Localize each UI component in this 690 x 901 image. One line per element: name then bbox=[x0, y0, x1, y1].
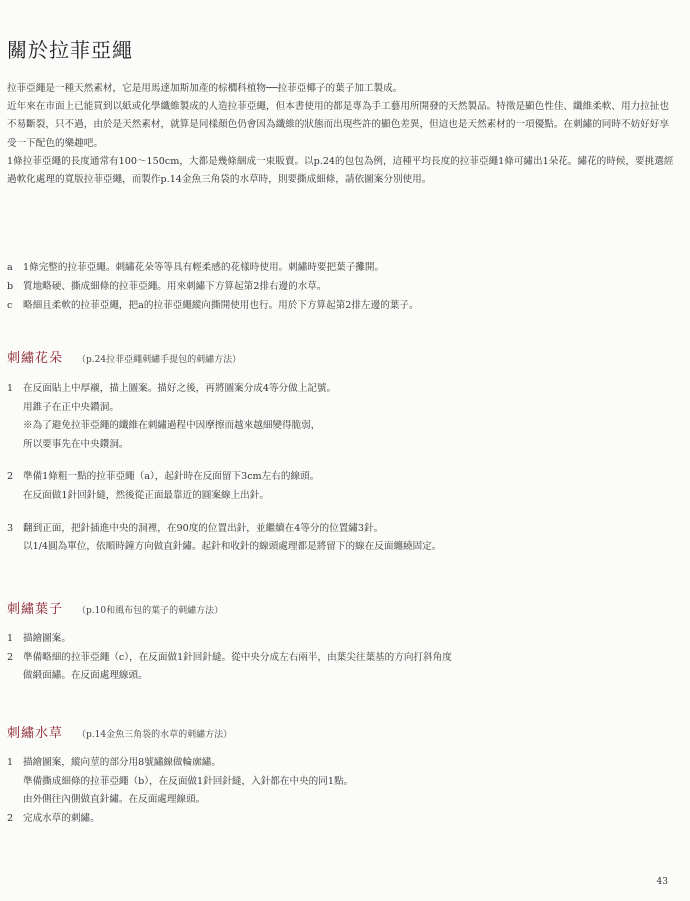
step bbox=[7, 630, 675, 649]
step-line: 所以要事先在中央鑽洞。 bbox=[23, 438, 129, 450]
step-line: 準備1條粗一點的拉菲亞繩（a），起針時在反面留下3cm左右的線頭。 bbox=[23, 471, 320, 483]
step-line: 用錐子在正中央鑽洞。 bbox=[23, 401, 119, 413]
step bbox=[7, 520, 675, 557]
step-number: 2 bbox=[7, 471, 14, 483]
section-title: 刺繡葉子 bbox=[7, 602, 64, 617]
material-item-b bbox=[7, 277, 675, 296]
step-line: 在反面貼上中厚襯，描上圖案。描好之後，再將圖案分成4等分做上記號。 bbox=[23, 383, 337, 394]
item-letter: c bbox=[7, 300, 13, 311]
step bbox=[7, 754, 675, 810]
step bbox=[7, 649, 675, 686]
step bbox=[7, 468, 675, 505]
page-title: 關於拉菲亞繩 bbox=[7, 38, 133, 62]
item-text: 1條完整的拉菲亞繩。刺繡花朵等等具有輕柔感的花樣時使用。刺繡時要把葉子攤開。 bbox=[23, 262, 385, 273]
section-subtitle: （p.10和風布包的葉子的刺繡方法） bbox=[77, 606, 224, 616]
item-text: 略細且柔軟的拉菲亞繩，把a的拉菲亞繩縱向撕開使用也行。用於下方算起第2排左邊的葉子。 bbox=[23, 300, 419, 311]
material-item-a bbox=[7, 258, 675, 277]
step-line: 準備略細的拉菲亞繩（c），在反面做1針回針縫。從中央分成左右兩半，由葉尖往葉基的方向打斜角度 bbox=[23, 651, 452, 663]
material-list bbox=[7, 258, 675, 315]
step-line: 描繪圖案。 bbox=[23, 633, 71, 644]
section-heading-leaves bbox=[7, 598, 223, 617]
item-letter: a bbox=[7, 262, 13, 273]
step bbox=[7, 810, 675, 829]
intro-text bbox=[7, 80, 675, 189]
step-line: 在反面做1針回針縫，然後從正面最靠近的圓案線上出針。 bbox=[23, 489, 269, 501]
section-title: 刺繡水草 bbox=[7, 726, 64, 741]
section-subtitle: （p.24拉菲亞繩刺繡手提包的刺繡方法） bbox=[77, 355, 242, 365]
intro-paragraph: 拉菲亞繩是一種天然素材，它是用馬達加斯加產的棕櫚科植物──拉菲亞椰子的葉子加工製成。 bbox=[7, 83, 403, 94]
page-number: 43 bbox=[656, 877, 668, 887]
step-line: 翻到正面，把針插進中央的洞裡，在90度的位置出針，並繼續在4等分的位置繡3針。 bbox=[23, 522, 384, 534]
section-subtitle: （p.14金魚三角袋的水草的刺繡方法） bbox=[77, 730, 233, 740]
intro-paragraph: 1條拉菲亞繩的長度通常有100～150cm，大都是幾條綑成一束販賣。以p.24的包包為例，這種平均長度的拉菲亞繩1條可繡出1朵花。繡花的時候，要挑選經過軟化處理的寬版拉菲亞繩，而製作p.14金魚三角袋的水草時，則要撕成細條，請依圖案分別使用。 bbox=[7, 155, 674, 186]
step-line: 由外側往內側做直針繡。在反面處理線頭。 bbox=[23, 794, 206, 806]
section-steps-waterweed bbox=[7, 754, 675, 828]
step-line: 準備撕成細條的拉菲亞繩（b），在反面做1針回針縫，入針都在中央的同1點。 bbox=[23, 775, 354, 787]
section-steps-leaves bbox=[7, 630, 675, 686]
item-letter: b bbox=[7, 281, 14, 292]
step-line: 描繪圖案，縱向莖的部分用8號繡線做輪廓繡。 bbox=[23, 757, 221, 768]
step-number: 3 bbox=[7, 522, 14, 534]
step-line: 做緞面繡。在反面處理線頭。 bbox=[23, 670, 148, 682]
material-item-c bbox=[7, 296, 675, 315]
step-number: 2 bbox=[7, 651, 14, 663]
step-line: 完成水草的刺繡。 bbox=[23, 812, 100, 824]
step-number: 1 bbox=[7, 633, 14, 644]
step bbox=[7, 380, 675, 454]
intro-paragraph: 近年來在市面上已能買到以紙或化學纖維製成的人造拉菲亞繩，但本書使用的都是專為手工藝用所開發的天然製品。特徵是顯色性佳、纖維柔軟、用力拉扯也不易斷裂，只不過，由於是天然素材，就算是同樣顏色仍會因為纖維的狀態而出現些許的顯色差異，但這也是天然素材的一項優點。在刺繡的同時不妨好好享受一下配色的樂趣吧。 bbox=[7, 101, 669, 149]
step-number: 1 bbox=[7, 757, 14, 768]
step-number: 1 bbox=[7, 383, 14, 394]
section-heading-flowers bbox=[7, 347, 241, 366]
section-title: 刺繡花朵 bbox=[7, 351, 64, 366]
step-number: 2 bbox=[7, 812, 14, 824]
step-line: ※為了避免拉菲亞繩的纖維在刺繡過程中因摩擦而越來越細變得脆弱， bbox=[23, 420, 321, 432]
step-line: 以1/4圓為單位，依順時鐘方向做直針繡。起針和收針的線頭處理都是將留下的線在反面纏繞固定。 bbox=[23, 541, 442, 553]
section-steps-flowers bbox=[7, 380, 675, 557]
section-heading-waterweed bbox=[7, 722, 232, 741]
item-text: 質地略硬、撕成細條的拉菲亞繩。用來刺繡下方算起第2排右邊的水草。 bbox=[23, 281, 327, 292]
